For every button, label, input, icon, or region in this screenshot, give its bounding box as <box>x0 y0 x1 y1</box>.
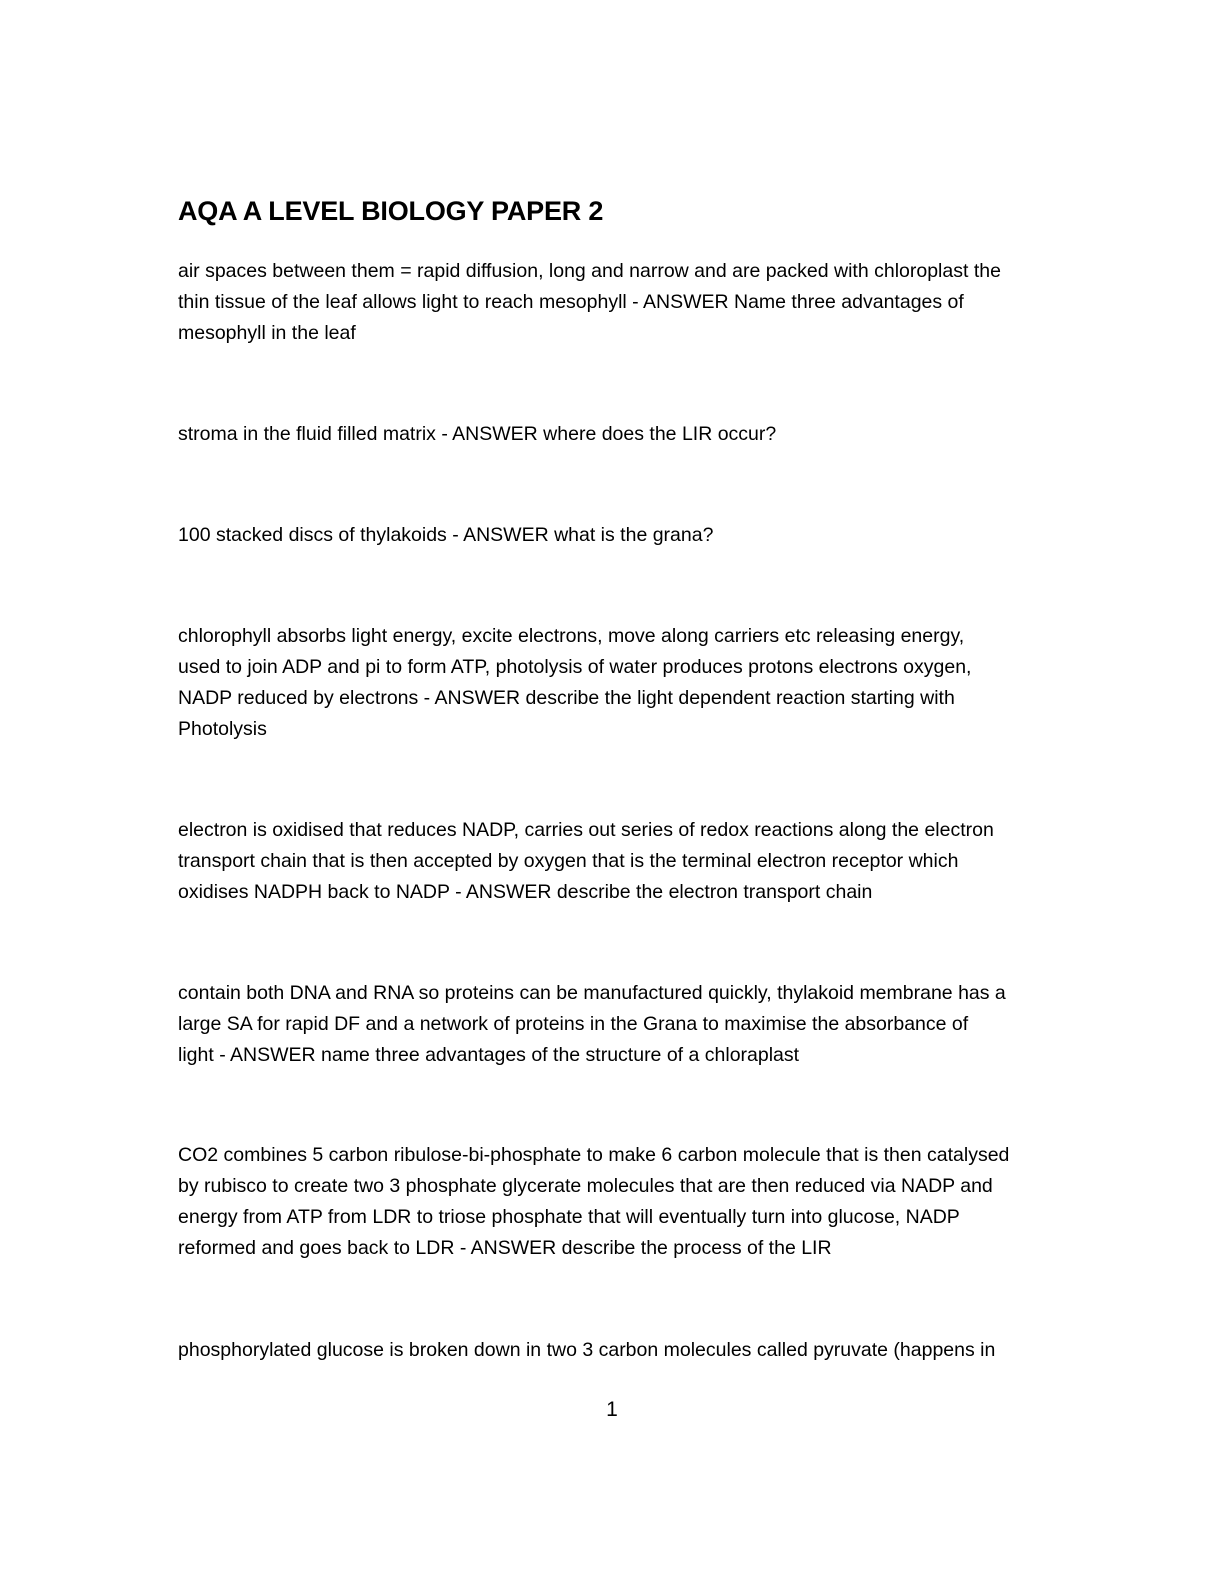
document-title: AQA A LEVEL BIOLOGY PAPER 2 <box>178 196 604 226</box>
qa-entry-3: 100 stacked discs of thylakoids - ANSWER what is the grana? <box>178 524 714 546</box>
qa-entry-1: air spaces between them = rapid diffusion, long and narrow and are packed with chloroplast the thin tissue of the leaf allows light to reach mesophyll - ANSWER Name three advantages of mesophyll in the leaf <box>178 260 1001 344</box>
qa-entry-2: stroma in the fluid filled matrix - ANSWER where does the LIR occur? <box>178 423 777 445</box>
qa-entry-7: CO2 combines 5 carbon ribulose-bi-phosphate to make 6 carbon molecule that is then catalysed by rubisco to create two 3 phosphate glycerate molecules that are then reduced via NADP and energy from ATP from LDR to triose phosphate that will eventually turn into glucose, NADP reformed and goes back to LDR - ANSWER describe the process of the LIR <box>178 1144 1010 1259</box>
qa-entry-8: phosphorylated glucose is broken down in two 3 carbon molecules called pyruvate (happens in <box>178 1339 996 1361</box>
qa-entry-5: electron is oxidised that reduces NADP, carries out series of redox reactions along the electron transport chain that is then accepted by oxygen that is the terminal electron receptor which oxidises NADPH back to NADP - ANSWER describe the electron transport chain <box>178 819 994 903</box>
qa-entry-6: contain both DNA and RNA so proteins can be manufactured quickly, thylakoid membrane has a large SA for rapid DF and a network of proteins in the Grana to maximise the absorbance of light - ANSWER name three advantages of the structure of a chloraplast <box>178 982 1006 1066</box>
qa-entry-4: chlorophyll absorbs light energy, excite electrons, move along carriers etc releasing energy, used to join ADP and pi to form ATP, photolysis of water produces protons electrons oxygen, NADP reduced by electrons - ANSWER describe the light dependent reaction starting with Photolysis <box>178 625 972 740</box>
page-number: 1 <box>606 1398 618 1421</box>
